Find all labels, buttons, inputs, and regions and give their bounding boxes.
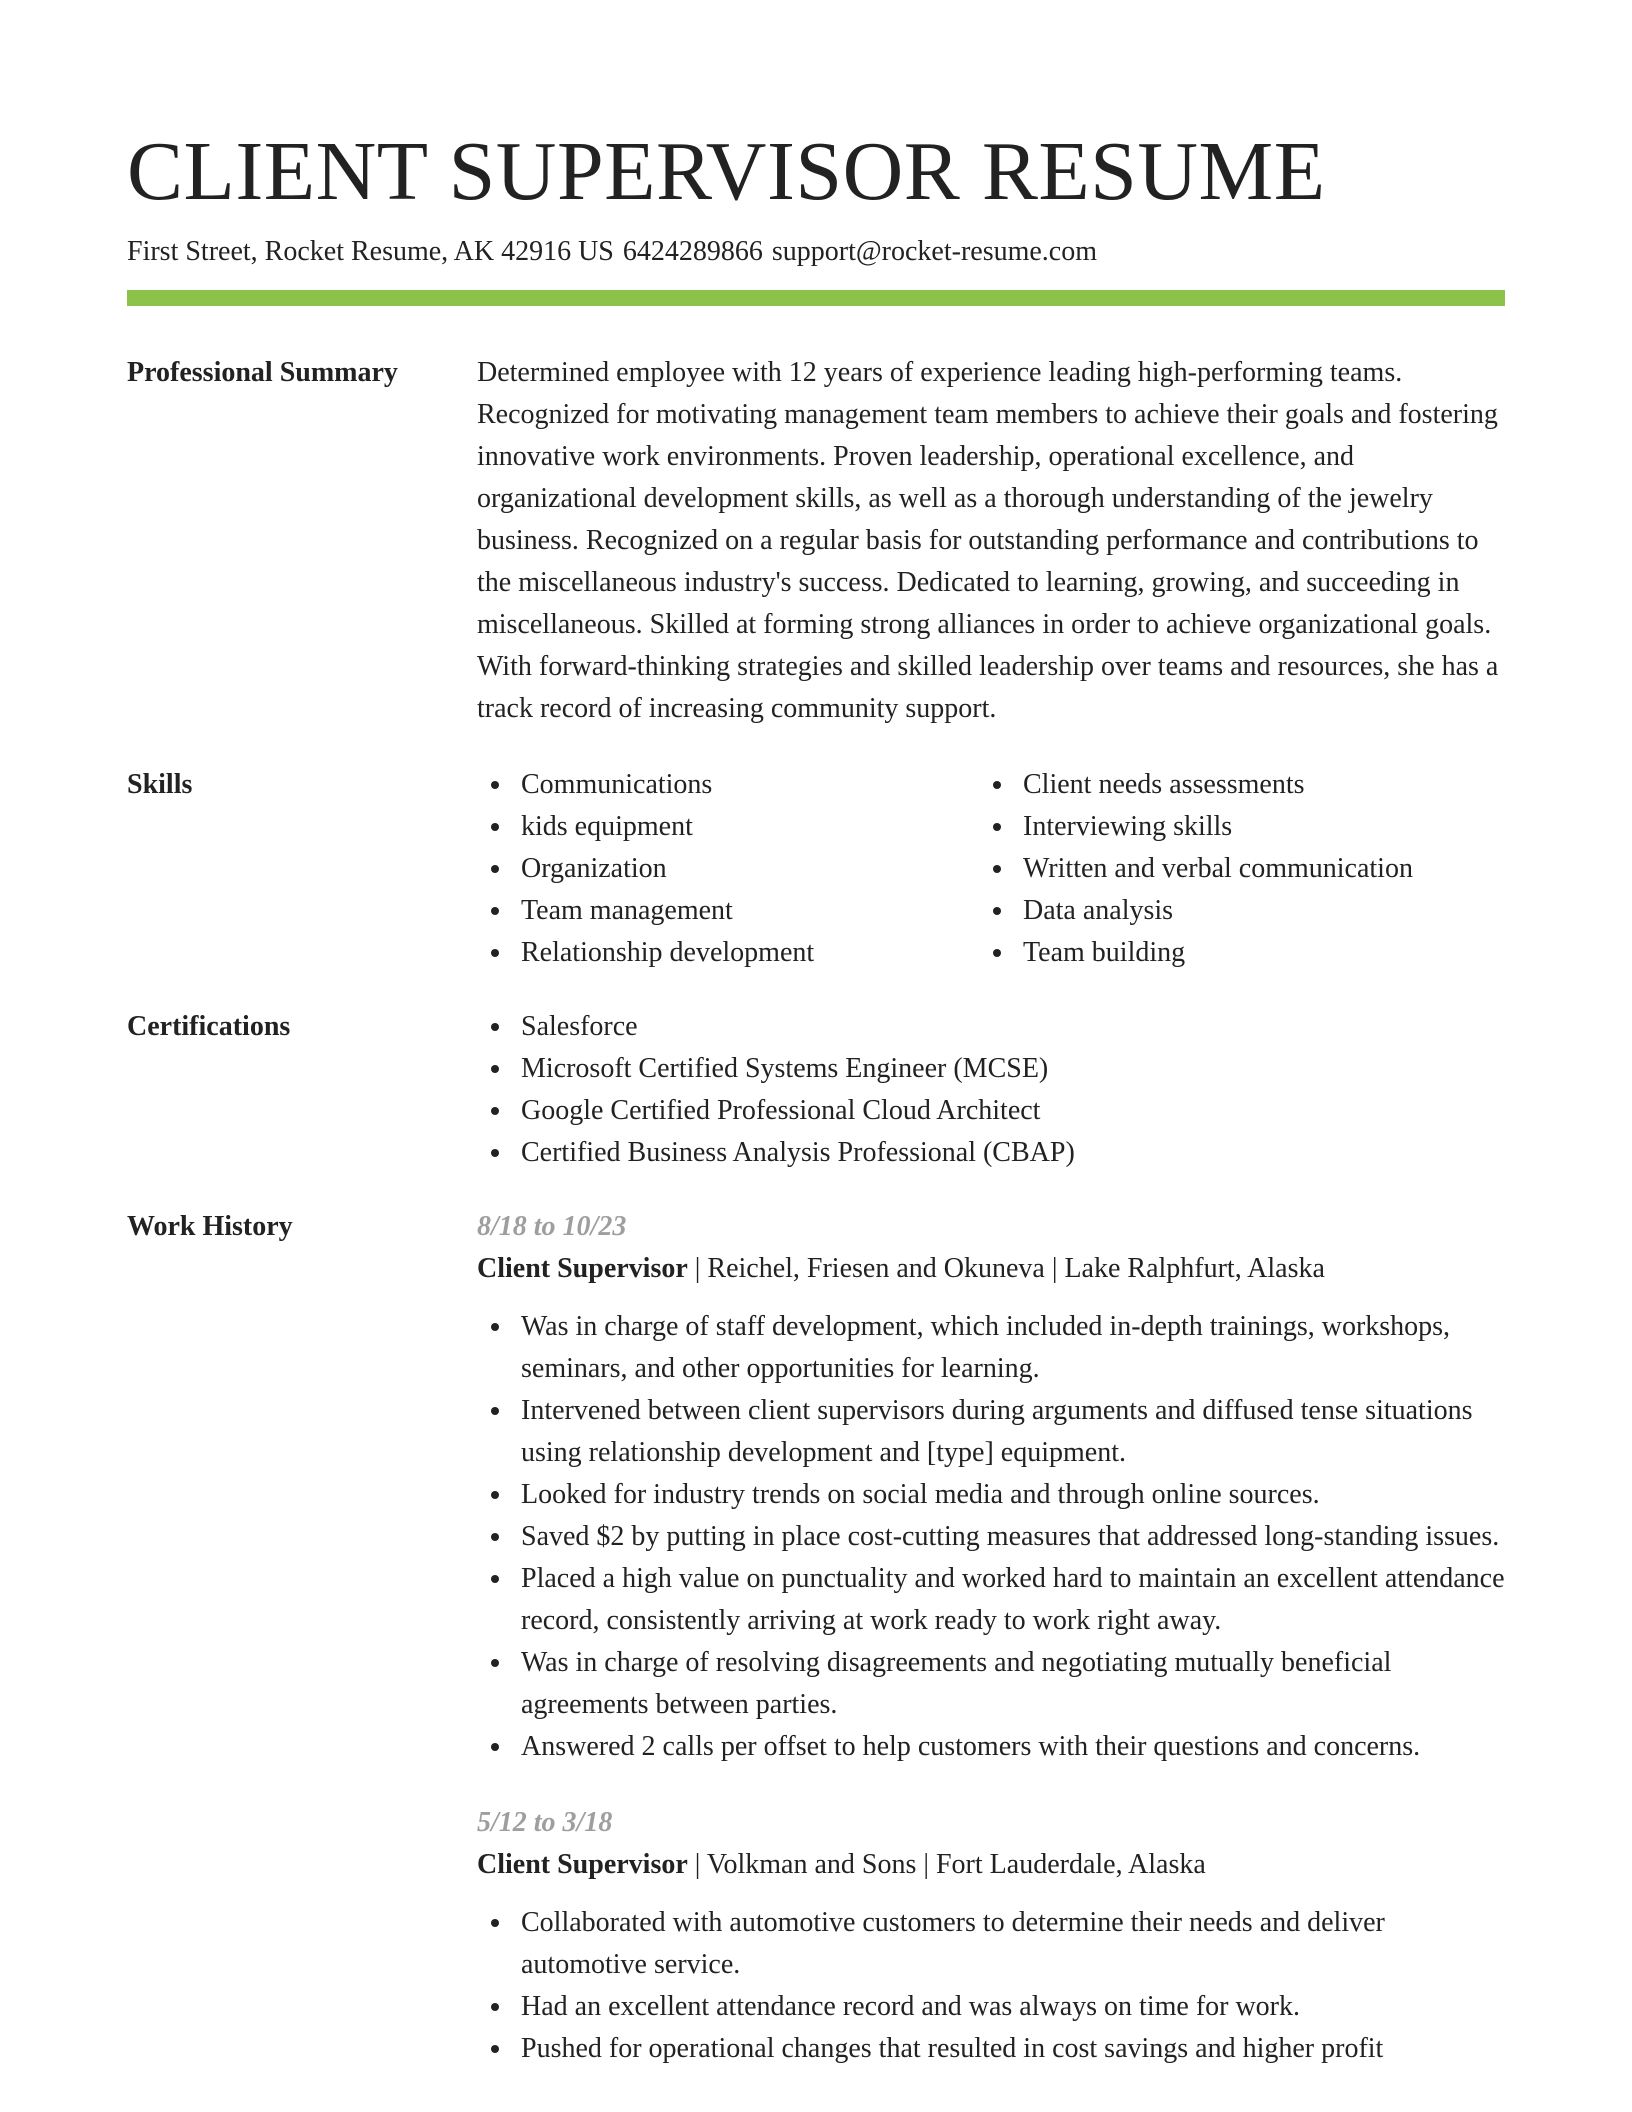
job-bullet: Answered 2 calls per offset to help customers with their questions and concerns. [477, 1726, 1505, 1768]
skill-item: kids equipment [477, 806, 979, 848]
skill-item: Organization [477, 848, 979, 890]
skill-item: Written and verbal communication [979, 848, 1481, 890]
skill-item: Team building [979, 932, 1481, 974]
job-details: | Volkman and Sons | Fort Lauderdale, Alaska [687, 1849, 1206, 1880]
resume-header [127, 0, 1505, 306]
job-title: Client Supervisor [477, 1253, 688, 1284]
resume-title: CLIENT SUPERVISOR RESUME [127, 125, 1326, 218]
spacer [127, 306, 1505, 352]
certification-item: Microsoft Certified Systems Engineer (MCSE) [477, 1048, 1505, 1090]
work-history-body [477, 1206, 1505, 2070]
skills-body [477, 764, 1505, 974]
skills-section [127, 764, 1505, 974]
contact-address: First Street, Rocket Resume, AK 42916 US [127, 236, 614, 267]
certifications-section [127, 1006, 1505, 1174]
job-bullet: Intervened between client supervisors during arguments and diffused tense situations using relationship development and [type] equipment. [477, 1390, 1505, 1474]
skill-item: Communications [477, 764, 979, 806]
job-details: | Reichel, Friesen and Okuneva | Lake Ralphfurt, Alaska [687, 1253, 1325, 1284]
skills-list-left [477, 764, 979, 974]
job-bullet: Was in charge of resolving disagreements and negotiating mutually beneficial agreements between parties. [477, 1642, 1505, 1726]
skill-item: Data analysis [979, 890, 1481, 932]
job-bullet: Had an excellent attendance record and was always on time for work. [477, 1986, 1505, 2028]
job-bullets [477, 1306, 1505, 1768]
certification-item: Google Certified Professional Cloud Architect [477, 1090, 1505, 1132]
job-bullet: Saved $2 by putting in place cost-cutting measures that addressed long-standing issues. [477, 1516, 1505, 1558]
job-dates: 5/12 to 3/18 [477, 1807, 613, 1838]
certification-item: Certified Business Analysis Professional (CBAP) [477, 1132, 1505, 1174]
summary-text: Determined employee with 12 years of experience leading high-performing teams. Recognized for motivating management team members to achieve their goals and fostering innovative work environments. Proven leadership, operational excellence, and organizational development skills, as well as a thorough understanding of the jewelry business. Recognized on a regular basis for outstanding performance and contributions to the miscellaneous industry's success. Dedicated to learning, growing, and succeeding in miscellaneous. Skilled at forming strong alliances in order to achieve organizational goals. With forward-thinking strategies and skilled leadership over teams and resources, she has a track record of increasing community support. [477, 357, 1499, 724]
work-history-label: Work History [127, 1211, 293, 1242]
job-bullet: Pushed for operational changes that resulted in cost savings and higher profit [477, 2028, 1505, 2070]
certifications-label: Certifications [127, 1011, 291, 1042]
accent-divider [127, 290, 1505, 306]
summary-body [477, 352, 1505, 730]
work-history-section [127, 1206, 1505, 2070]
job-bullet: Looked for industry trends on social media and through online sources. [477, 1474, 1505, 1516]
skill-item: Interviewing skills [979, 806, 1481, 848]
summary-label: Professional Summary [127, 357, 398, 388]
skill-item: Relationship development [477, 932, 979, 974]
job-entry [477, 1802, 1505, 2070]
job-title: Client Supervisor [477, 1849, 688, 1880]
certification-item: Salesforce [477, 1006, 1505, 1048]
job-bullet: Collaborated with automotive customers to determine their needs and deliver automotive service. [477, 1902, 1505, 1986]
summary-section [127, 352, 1505, 730]
contact-phone: 6424289866 [622, 236, 763, 267]
contact-email[interactable]: support@rocket-resume.com [771, 236, 1098, 267]
skills-list-right [979, 764, 1481, 974]
skill-item: Team management [477, 890, 979, 932]
job-bullet: Was in charge of staff development, which included in-depth trainings, workshops, seminars, and other opportunities for learning. [477, 1306, 1505, 1390]
job-dates: 8/18 to 10/23 [477, 1211, 627, 1242]
job-heading [477, 1248, 1505, 1290]
job-heading [477, 1844, 1505, 1886]
job-bullet: Placed a high value on punctuality and worked hard to maintain an excellent attendance record, consistently arriving at work ready to work right away. [477, 1558, 1505, 1642]
certifications-body [477, 1006, 1505, 1174]
contact-line [127, 232, 1505, 272]
certifications-list [477, 1006, 1505, 1174]
job-bullets [477, 1902, 1505, 2070]
job-entry [477, 1206, 1505, 1768]
skill-item: Client needs assessments [979, 764, 1481, 806]
skills-label: Skills [127, 769, 193, 800]
